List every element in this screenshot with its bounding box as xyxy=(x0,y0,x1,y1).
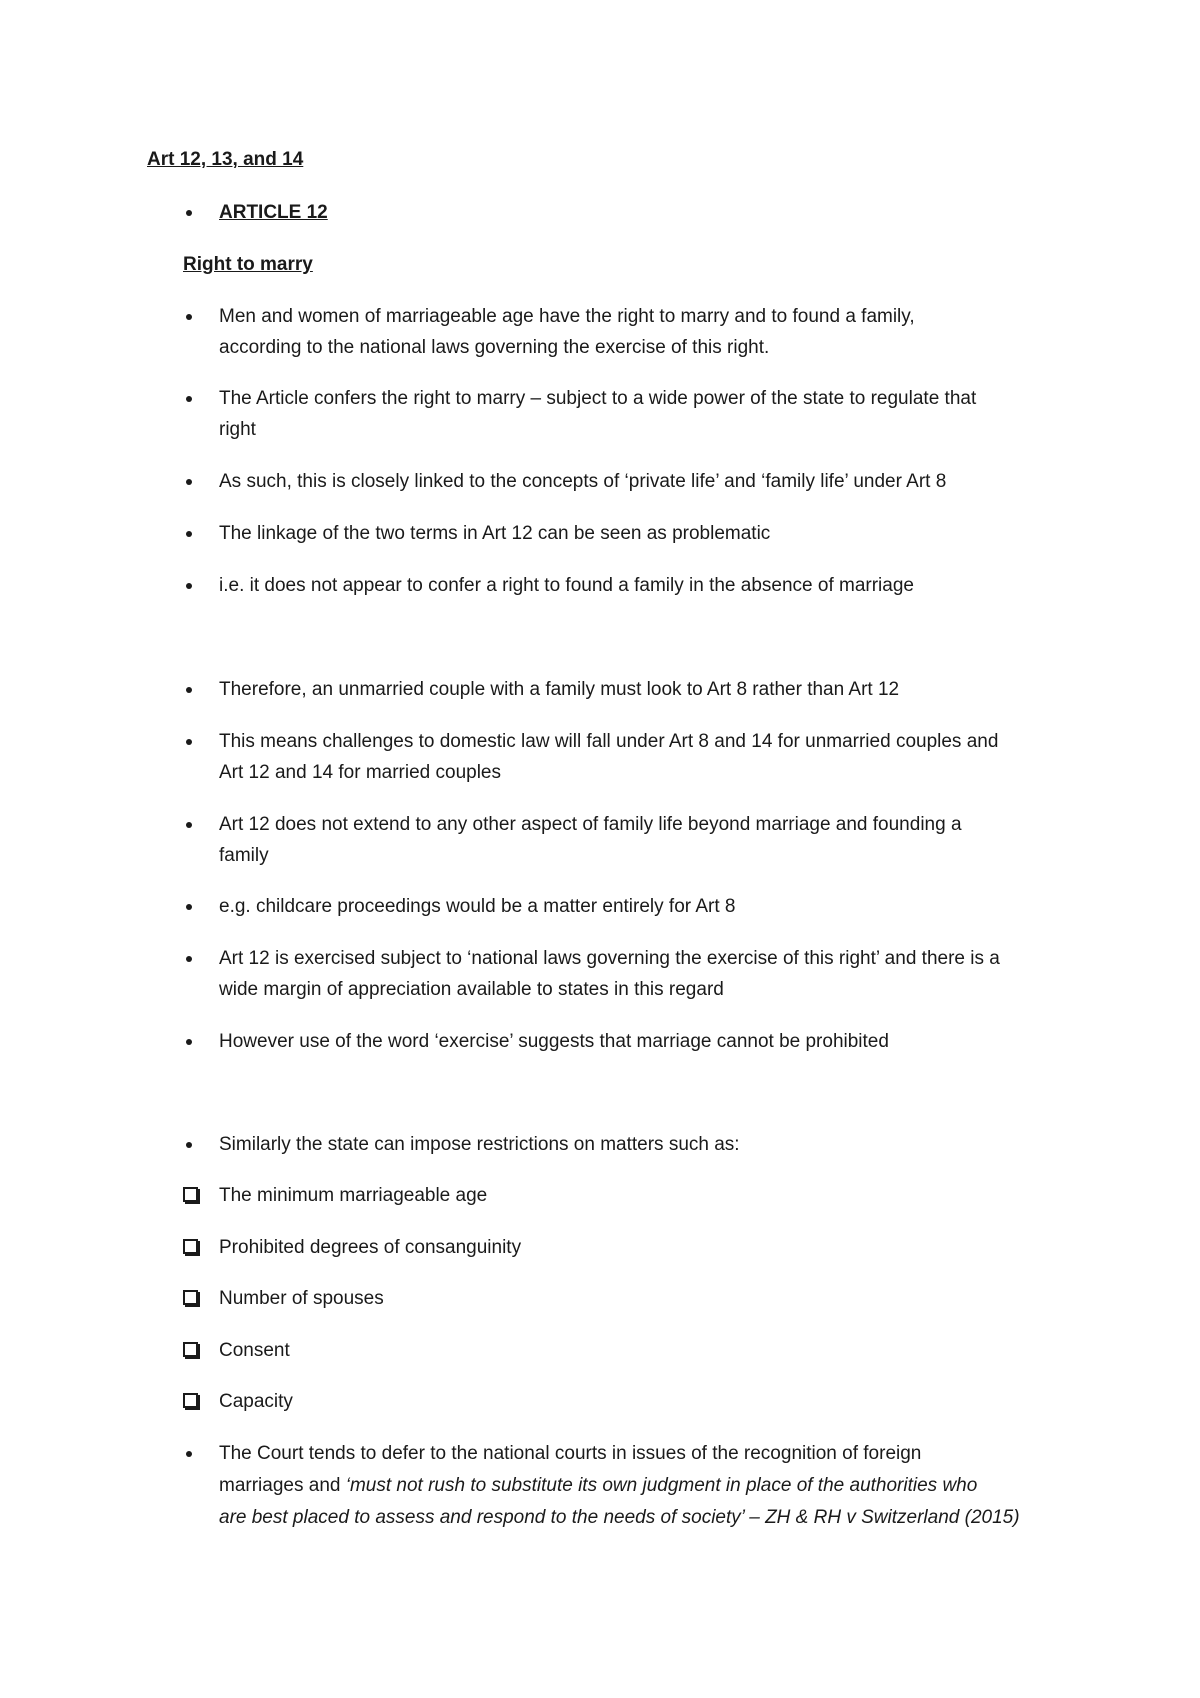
section-heading: Right to marry xyxy=(183,254,313,275)
list-item-line: The Article confers the right to marry – subject to a wide power of the state to regulate that xyxy=(219,388,977,409)
bullet-icon xyxy=(186,1451,192,1457)
checklist-item: Number of spouses xyxy=(219,1288,384,1309)
bullet-icon xyxy=(186,314,192,320)
list-item-line: Art 12 is exercised subject to ‘national laws governing the exercise of this right’ and there is a xyxy=(219,948,1000,969)
checkbox-icon xyxy=(183,1290,198,1305)
checklist-item: Capacity xyxy=(219,1391,293,1412)
list-item-line: family xyxy=(219,845,269,866)
list-item-line: However use of the word ‘exercise’ suggests that marriage cannot be prohibited xyxy=(219,1031,889,1052)
bullet-icon xyxy=(186,396,192,402)
checkbox-icon xyxy=(183,1393,198,1408)
quotation-text: are best placed to assess and respond to the needs of society’ – ZH & RH v Switzerland (2015) xyxy=(219,1507,1020,1528)
checklist-item: The minimum marriageable age xyxy=(219,1185,488,1206)
list-item-line: The Court tends to defer to the national courts in issues of the recognition of foreign xyxy=(219,1443,922,1464)
list-item-line: As such, this is closely linked to the concepts of ‘private life’ and ‘family life’ under Art 8 xyxy=(219,471,947,492)
list-item-line: wide margin of appreciation available to states in this regard xyxy=(219,979,724,1000)
document-title: Art 12, 13, and 14 xyxy=(147,149,304,170)
bullet-icon xyxy=(186,210,192,216)
list-item-line: i.e. it does not appear to confer a right to found a family in the absence of marriage xyxy=(219,575,914,596)
bullet-icon xyxy=(186,739,192,745)
bullet-icon xyxy=(186,479,192,485)
bullet-icon xyxy=(186,1142,192,1148)
list-item-line xyxy=(219,1474,977,1498)
list-item-line: Men and women of marriageable age have the right to marry and to found a family, xyxy=(219,306,915,327)
checkbox-icon xyxy=(183,1187,198,1202)
bullet-icon xyxy=(186,531,192,537)
list-item-line: This means challenges to domestic law will fall under Art 8 and 14 for unmarried couples and xyxy=(219,731,999,752)
article-heading: ARTICLE 12 xyxy=(219,202,328,223)
list-item-line: Art 12 does not extend to any other aspect of family life beyond marriage and founding a xyxy=(219,814,962,835)
bullet-icon xyxy=(186,822,192,828)
quotation-text: ‘must not rush to substitute its own judgment in place of the authorities who xyxy=(345,1475,978,1496)
list-item-line: e.g. childcare proceedings would be a matter entirely for Art 8 xyxy=(219,896,736,917)
bullet-icon xyxy=(186,1039,192,1045)
bullet-icon xyxy=(186,583,192,589)
bullet-icon xyxy=(186,687,192,693)
list-item-line: Therefore, an unmarried couple with a family must look to Art 8 rather than Art 12 xyxy=(219,679,900,700)
checklist-item: Prohibited degrees of consanguinity xyxy=(219,1237,522,1258)
list-item-line: Similarly the state can impose restrictions on matters such as: xyxy=(219,1134,740,1155)
list-item-line: according to the national laws governing the exercise of this right. xyxy=(219,337,770,358)
bullet-icon xyxy=(186,956,192,962)
list-item-line: right xyxy=(219,419,256,440)
list-item-line: Art 12 and 14 for married couples xyxy=(219,762,501,783)
list-item-text: marriages and xyxy=(219,1475,346,1496)
checkbox-icon xyxy=(183,1342,198,1357)
bullet-icon xyxy=(186,904,192,910)
list-item-line: The linkage of the two terms in Art 12 can be seen as problematic xyxy=(219,523,771,544)
checklist-item: Consent xyxy=(219,1340,290,1361)
checkbox-icon xyxy=(183,1239,198,1254)
